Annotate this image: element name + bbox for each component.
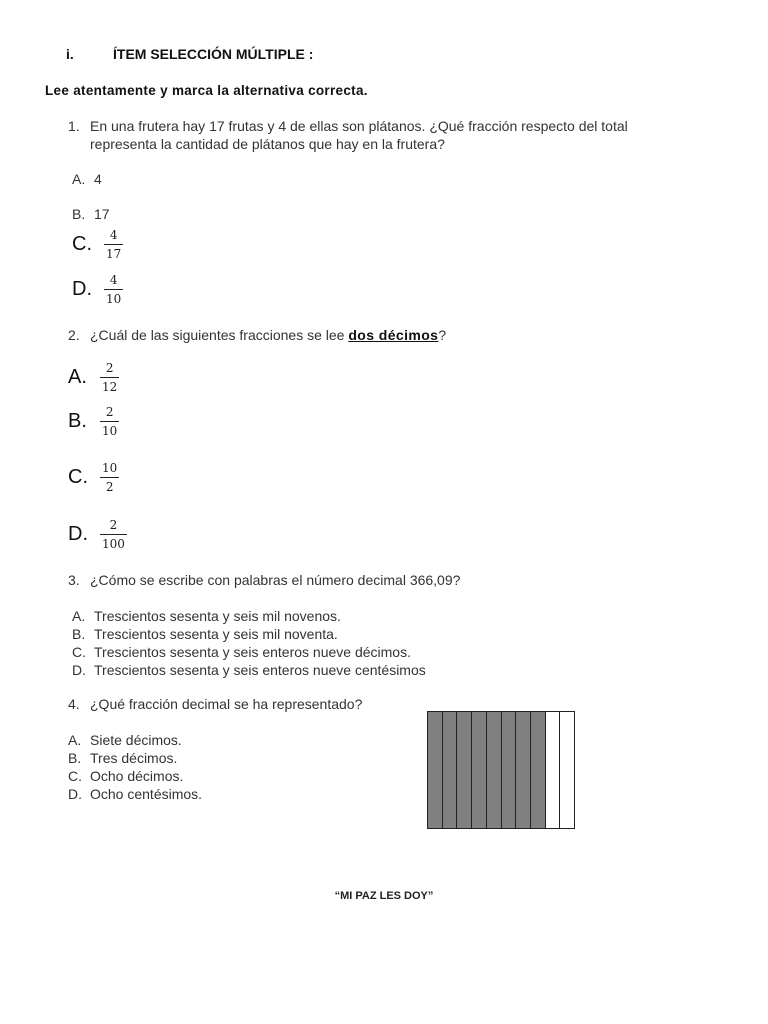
question-1-number: 1.	[68, 118, 80, 134]
fraction-denominator: 17	[106, 247, 122, 261]
question-1-text	[90, 117, 628, 153]
question-3-text: ¿Cómo se escribe con palabras el número decimal 366,09?	[90, 572, 461, 588]
q1-option-b-letter: B.	[72, 206, 86, 222]
q1-option-c-letter: C.	[72, 233, 92, 255]
unshaded-part	[560, 712, 574, 828]
q3-option-b-letter: B.	[72, 626, 86, 642]
section-title: ÍTEM SELECCIÓN MÚLTIPLE :	[113, 46, 314, 62]
q3-options	[72, 607, 426, 679]
fraction-denominator: 100	[102, 537, 125, 551]
q2-option-d[interactable]	[68, 518, 127, 551]
shaded-part	[428, 712, 443, 828]
fraction-numerator: 2	[105, 361, 114, 375]
q1-option-d[interactable]	[72, 273, 123, 306]
question-2-emphasis: dos décimos	[348, 327, 439, 343]
question-1-text-line-1: En una frutera hay 17 frutas y 4 de ellas son plátanos. ¿Qué fracción respecto del total	[90, 118, 628, 134]
q2-option-a[interactable]	[68, 361, 119, 394]
q3-option-b-text: Trescientos sesenta y seis mil noventa.	[94, 626, 338, 642]
fraction-numerator: 2	[105, 405, 114, 419]
q3-option-c-text: Trescientos sesenta y seis enteros nueve décimos.	[94, 644, 411, 660]
q4-option-a[interactable]	[68, 731, 202, 749]
q1-option-a-value: 4	[94, 171, 102, 187]
question-3-number: 3.	[68, 572, 80, 588]
q3-option-d-letter: D.	[72, 662, 86, 678]
shaded-part	[443, 712, 458, 828]
fraction-denominator: 10	[106, 292, 122, 306]
shaded-part	[531, 712, 546, 828]
question-4-text: ¿Qué fracción decimal se ha representado?	[90, 696, 363, 712]
fraction-denominator: 2	[105, 480, 114, 494]
q1-option-a-letter: A.	[72, 171, 86, 187]
question-1-text-line-2: representa la cantidad de plátanos que hay en la frutera?	[90, 136, 445, 152]
fraction-numerator: 2	[109, 518, 118, 532]
q1-option-b-value: 17	[94, 206, 110, 222]
question-2-text	[90, 326, 446, 344]
shaded-part	[502, 712, 517, 828]
shaded-part	[472, 712, 487, 828]
q1-option-c[interactable]	[72, 228, 123, 261]
q1-option-a[interactable]	[72, 171, 102, 187]
shaded-part	[516, 712, 531, 828]
q4-option-d-text: Ocho centésimos.	[90, 786, 203, 802]
fraction-figure	[427, 711, 575, 829]
q3-option-a[interactable]	[72, 607, 426, 625]
q3-option-a-letter: A.	[72, 608, 86, 624]
q4-option-c-text: Ocho décimos.	[90, 768, 184, 784]
q2-option-c-letter: C.	[68, 466, 88, 488]
q2-option-a-fraction	[100, 361, 119, 394]
q4-option-d-letter: D.	[68, 786, 82, 802]
q2-option-a-letter: A.	[68, 366, 87, 388]
q4-option-a-letter: A.	[68, 732, 82, 748]
question-2-text-before: ¿Cuál de las siguientes fracciones se lee	[90, 327, 349, 343]
q3-option-d[interactable]	[72, 661, 426, 679]
q3-option-b[interactable]	[72, 625, 426, 643]
q4-option-c-letter: C.	[68, 768, 82, 784]
q2-option-c[interactable]	[68, 461, 119, 494]
q3-option-c[interactable]	[72, 643, 426, 661]
q2-option-d-letter: D.	[68, 523, 88, 545]
q3-option-c-letter: C.	[72, 644, 86, 660]
q4-option-b[interactable]	[68, 749, 202, 767]
question-4-number: 4.	[68, 696, 80, 712]
fraction-denominator: 12	[102, 380, 118, 394]
section-number: i.	[66, 46, 74, 62]
shaded-part	[487, 712, 502, 828]
q2-option-b-fraction	[100, 405, 119, 438]
unshaded-part	[546, 712, 561, 828]
q4-option-b-text: Tres décimos.	[90, 750, 178, 766]
q4-option-c[interactable]	[68, 767, 202, 785]
fraction-denominator: 10	[102, 424, 118, 438]
q1-option-d-fraction	[104, 273, 123, 306]
q3-option-d-text: Trescientos sesenta y seis enteros nueve centésimos	[94, 662, 426, 678]
q2-option-b-letter: B.	[68, 410, 87, 432]
q3-option-a-text: Trescientos sesenta y seis mil novenos.	[94, 608, 341, 624]
q2-option-c-fraction	[100, 461, 119, 494]
q1-option-d-letter: D.	[72, 278, 92, 300]
q1-option-b[interactable]	[72, 206, 110, 222]
fraction-numerator: 4	[109, 228, 118, 242]
question-2-number: 2.	[68, 327, 80, 343]
q4-options	[68, 731, 202, 803]
fraction-numerator: 10	[102, 461, 118, 475]
q4-option-b-letter: B.	[68, 750, 82, 766]
q2-option-d-fraction	[100, 518, 127, 551]
q2-option-b[interactable]	[68, 405, 119, 438]
instructions: Lee atentamente y marca la alternativa correcta.	[45, 83, 368, 98]
fraction-numerator: 4	[109, 273, 118, 287]
q4-option-a-text: Siete décimos.	[90, 732, 182, 748]
q1-option-c-fraction	[104, 228, 123, 261]
question-2-text-after: ?	[438, 327, 447, 343]
footer-motto: “MI PAZ LES DOY”	[334, 890, 434, 902]
q4-option-d[interactable]	[68, 785, 202, 803]
shaded-part	[457, 712, 472, 828]
